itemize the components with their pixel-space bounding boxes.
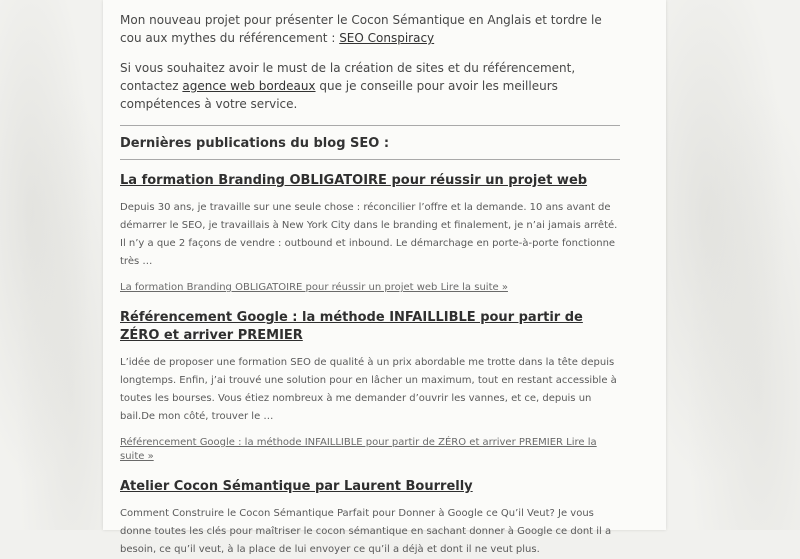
intro-text-1: Mon nouveau projet pour présenter le Cocon Sémantique en Anglais et tordre le cou aux mythes du référencement : <box>120 13 602 45</box>
post-title-link[interactable]: Référencement Google : la méthode INFAILLIBLE pour partir de ZÉRO et arriver PREMIER <box>120 310 583 343</box>
intro-paragraph-agency <box>120 59 620 113</box>
blog-post <box>120 478 620 559</box>
section-title: Dernières publications du blog SEO : <box>120 136 390 151</box>
blog-post <box>120 309 620 464</box>
section-divider-top <box>120 125 620 126</box>
intro-text-2-before: Si vous souhaitez avoir le must de la création de sites et du référencement, contactez <box>120 61 576 93</box>
page-background-right <box>666 0 800 530</box>
intro-text-2-after: que je conseille pour avoir les meilleurs compétences à votre service. <box>120 79 558 111</box>
agence-web-bordeaux-link[interactable]: agence web bordeaux <box>182 79 316 93</box>
main-content <box>120 11 620 559</box>
post-excerpt: Comment Construire le Cocon Sémantique Parfait pour Donner à Google ce Qu’il Veut? Je vous donne toutes les clés pour maîtriser le cocon sémantique en sachant donner à Google ce dont il a besoin, ce qu’il veut, à la place de lui envoyer ce qu’il a déjà et dont il ne veut plus. <box>120 508 612 555</box>
post-excerpt: Depuis 30 ans, je travaille sur une seule chose : réconcilier l’offre et la demande. 10 ans avant de démarrer le SEO, je travaillais à New York City dans le branding et finalement, je n’ai jamais arrêté. Il n’y a que 2 façons de vendre : outbound et inbound. Le démarchage en porte-à-porte fonctionne très … <box>120 202 618 267</box>
page-background-left <box>0 0 103 530</box>
intro-paragraph-seo-conspiracy <box>120 11 620 47</box>
post-title-link[interactable]: Atelier Cocon Sémantique par Laurent Bourrelly <box>120 479 473 494</box>
post-excerpt: L’idée de proposer une formation SEO de qualité à un prix abordable me trotte dans la tête depuis longtemps. Enfin, j’ai trouvé une solution pour en lâcher un maximum, tout en restant accessible à toutes les bourses. Vous étiez nombreux à me demander d’ouvrir les vannes, et ce, depuis un bail.De mon côté, trouver le … <box>120 357 617 422</box>
seo-conspiracy-link[interactable]: SEO Conspiracy <box>339 31 435 45</box>
content-panel <box>103 0 666 555</box>
blog-post <box>120 172 620 295</box>
section-divider-bottom <box>120 159 620 160</box>
read-more-link[interactable]: Référencement Google : la méthode INFAILLIBLE pour partir de ZÉRO et arriver PREMIER Lire la suite » <box>120 437 597 462</box>
post-title-link[interactable]: La formation Branding OBLIGATOIRE pour réussir un projet web <box>120 173 588 188</box>
read-more-link[interactable]: La formation Branding OBLIGATOIRE pour réussir un projet web Lire la suite » <box>120 282 508 293</box>
